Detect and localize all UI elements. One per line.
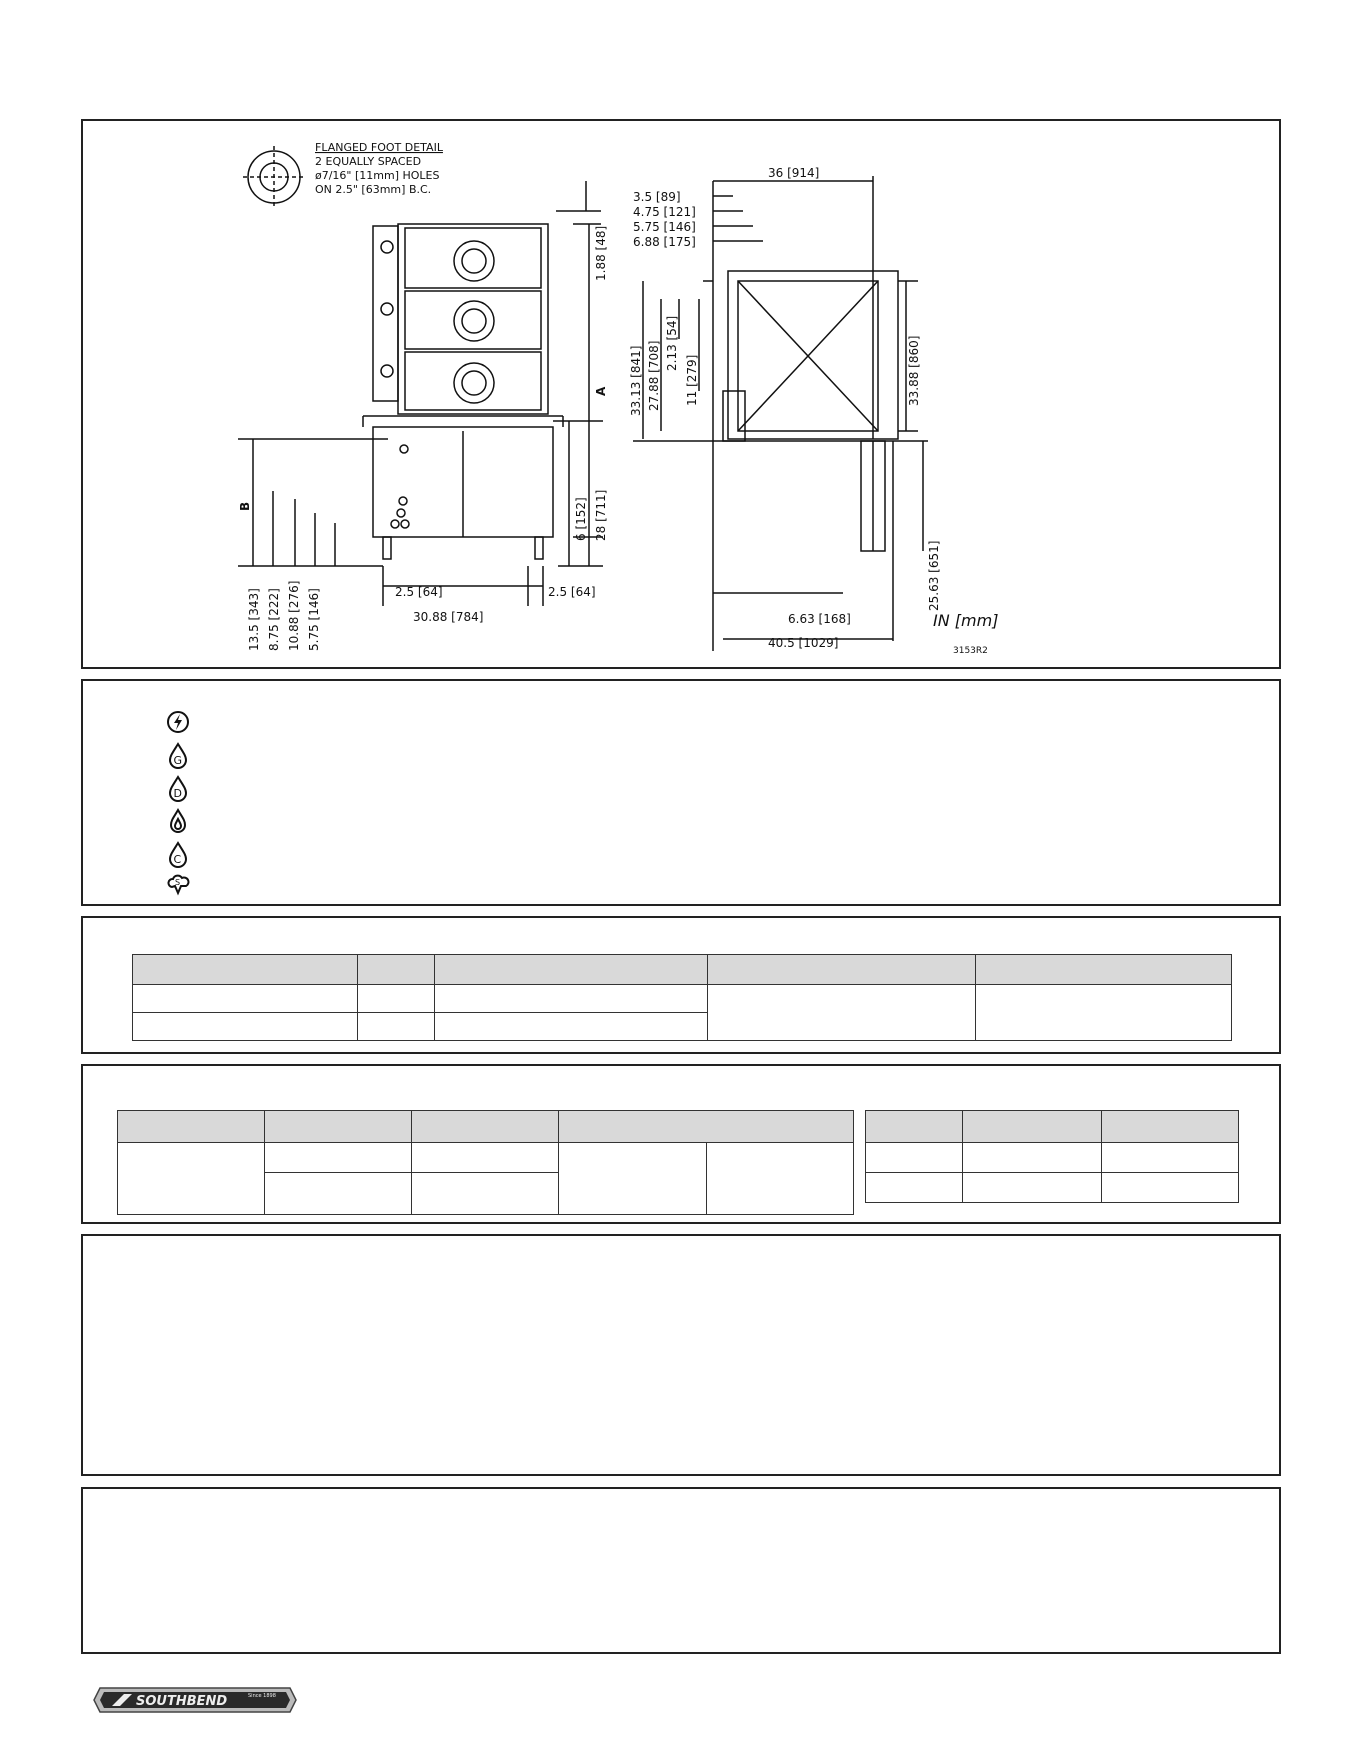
table-cell [559,1143,707,1215]
steam-cloud-icon [165,871,191,899]
col-header [708,955,976,985]
legend-item-drain [165,774,191,802]
table-cell [412,1143,559,1173]
dim-4-75: 4.75 [121] [633,205,696,219]
dim-top: 1.88 [48] [594,225,608,281]
col-header [358,955,435,985]
table-cell [133,1013,358,1041]
dim-6-63: 6.63 [168] [788,612,851,626]
dim-2-5-left: 2.5 [64] [395,585,443,599]
foot-detail-title: FLANGED FOOT DETAIL [315,141,443,154]
gas-drop-icon [165,741,191,769]
dim-28: 28 [711] [594,489,608,541]
dim-40-5: 40.5 [1029] [768,636,839,650]
brand-since: Since 1898 [248,1693,276,1699]
dim-3-5: 3.5 [89] [633,190,681,204]
dim-30-88: 30.88 [784] [413,610,484,624]
svg-text:C: C [173,853,182,866]
dim-2-13: 2.13 [54] [665,315,679,371]
dim-5-75: 5.75 [146] [307,588,321,651]
dim-2-5-right: 2.5 [64] [548,585,596,599]
dim-8-75: 8.75 [222] [267,588,281,651]
col-header [1102,1111,1239,1143]
legend-item-gas [165,741,191,769]
drawing-panel [81,119,1281,669]
dim-6: 6 [152] [574,497,588,541]
table-cell [435,985,708,1013]
southbend-logo [90,1686,300,1714]
table-cell [866,1143,963,1173]
specs-table-2 [117,1110,854,1215]
dim-a: A [594,386,608,396]
table-cell [1102,1143,1239,1173]
dim-33-13: 33.13 [841] [629,345,643,416]
table-cell [358,985,435,1013]
col-header [412,1111,559,1143]
brand-name: SOUTHBEND [136,1694,228,1709]
foot-detail-symbol [243,146,305,208]
dim-10-88: 10.88 [276] [287,580,301,651]
col-header [133,955,358,985]
drain-drop-icon [165,774,191,802]
specs-table-3 [865,1110,1239,1203]
cold-water-drop-icon [165,840,191,868]
table-cell [976,985,1232,1041]
dim-6-88: 6.88 [175] [633,235,696,249]
table-cell [265,1143,412,1173]
drawing-number: 3153R2 [953,646,988,656]
table-cell [133,985,358,1013]
specs-panel-2 [81,1064,1281,1224]
col-header [265,1111,412,1143]
table-cell [963,1173,1102,1203]
legend-item-steam [165,871,191,899]
specs-panel-1 [81,916,1281,1054]
legend-item-electric [165,708,191,736]
table-cell [265,1173,412,1215]
table-cell [707,1143,854,1215]
dim-27-88: 27.88 [708] [647,340,661,411]
legend-item-cold-water [165,840,191,868]
dim-13-5: 13.5 [343] [247,588,261,651]
table-cell [118,1143,265,1215]
dim-b: B [238,501,252,511]
table-cell [435,1013,708,1041]
table-cell [358,1013,435,1041]
table-cell [1102,1173,1239,1203]
svg-text:D: D [173,787,182,800]
foot-detail-line3: ON 2.5" [63mm] B.C. [315,183,432,196]
electric-icon [165,708,191,736]
dim-36: 36 [914] [768,166,820,180]
table-cell [412,1173,559,1215]
units-label: IN [mm] [933,611,999,630]
col-header [435,955,708,985]
dim-25-63: 25.63 [651] [927,540,941,611]
legend-panel [81,679,1281,906]
table-cell [866,1173,963,1203]
dim-33-88: 33.88 [860] [907,335,921,406]
notes-panel [81,1234,1281,1476]
technical-drawing [83,121,1279,667]
table-cell [708,985,976,1041]
footer-panel [81,1487,1281,1654]
flame-icon [165,807,191,835]
dim-11: 11 [279] [685,354,699,406]
col-header [866,1111,963,1143]
col-header [976,955,1232,985]
foot-detail-line1: 2 EQUALLY SPACED [315,155,422,168]
table-cell [963,1143,1102,1173]
legend-item-flame [165,807,191,835]
specs-table-1 [132,954,1232,1041]
svg-text:G: G [173,754,183,767]
col-header [963,1111,1102,1143]
foot-detail-line2: ø7/16" [11mm] HOLES [315,169,440,182]
svg-text:S: S [175,878,181,887]
col-header [118,1111,265,1143]
dim-5-75-side: 5.75 [146] [633,220,696,234]
col-header [559,1111,854,1143]
